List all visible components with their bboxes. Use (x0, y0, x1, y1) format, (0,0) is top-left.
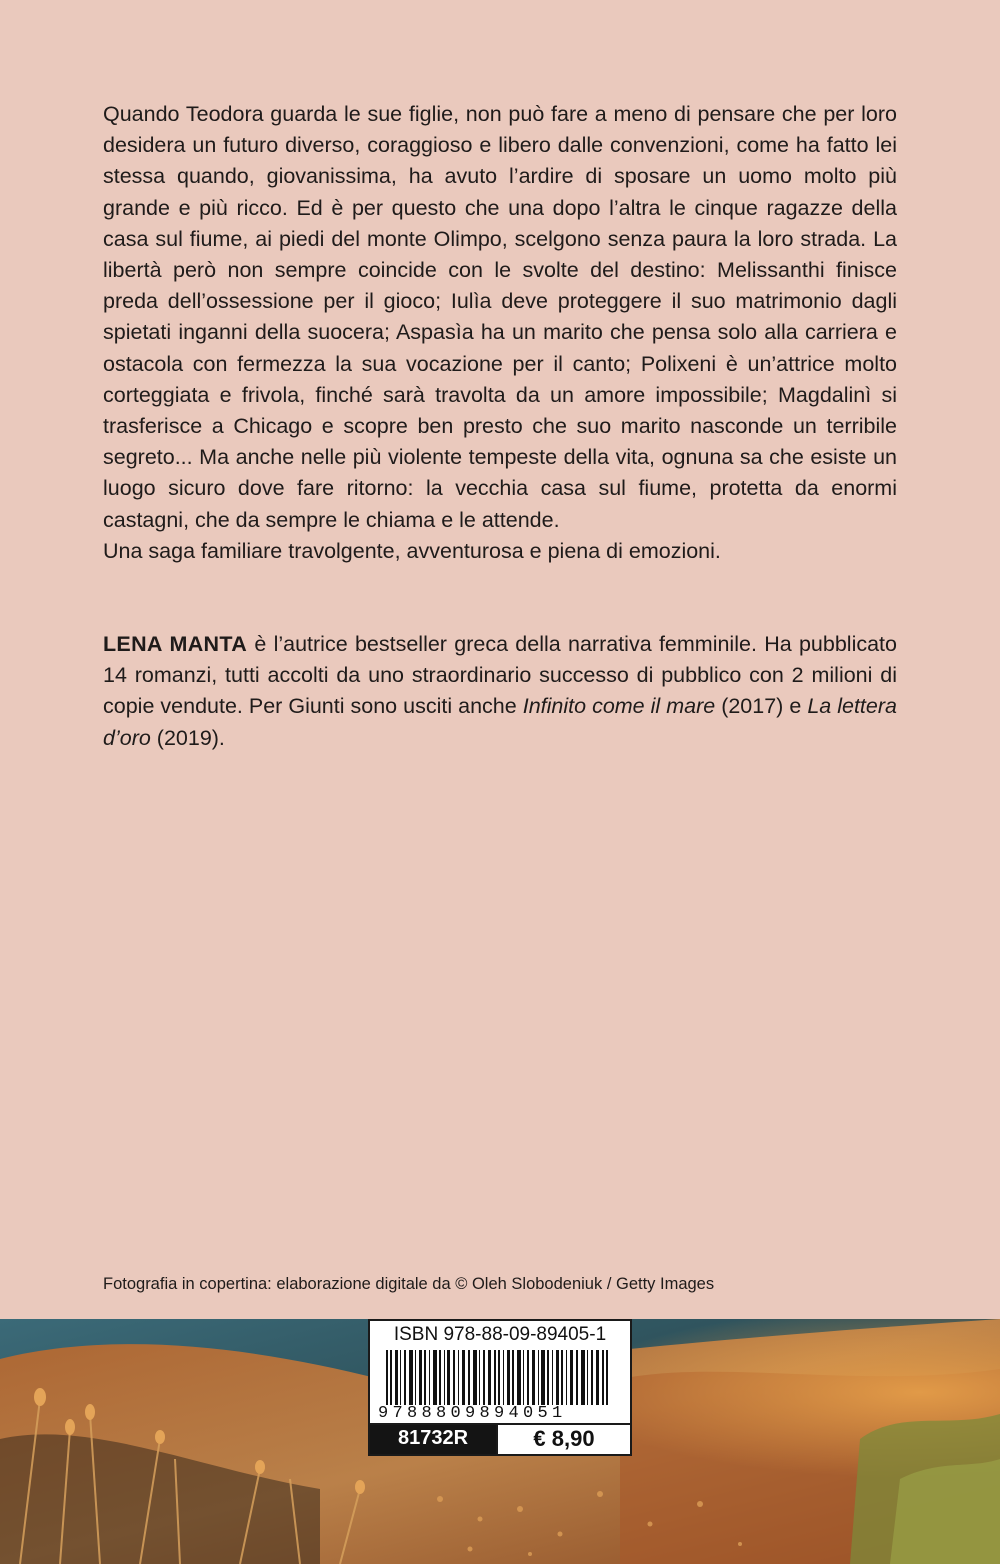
author-name: LENA MANTA (103, 632, 248, 656)
isbn-label: ISBN 978-88-09-89405-1 (393, 1324, 607, 1345)
author-bio-text-1: è l’autrice bestseller greca della narrativa femminile. Ha pubblicato 14 romanzi, tutti accolti da uno straordinario successo di pubblico con 2 milioni di copie vendute. Per Giunti sono usciti anche (103, 632, 897, 719)
blurb-tagline: Una saga familiare travolgente, avventurosa e piena di emozioni. (103, 538, 721, 563)
author-bio-text-2: (2017) e (715, 694, 808, 719)
barcode-label (368, 1319, 632, 1456)
book-title-2: La lettera d’oro (103, 694, 897, 750)
barcode-footer (370, 1423, 630, 1454)
barcode-digits: 9788809894051 (378, 1405, 622, 1423)
author-bio (103, 629, 897, 754)
book-title-1: Infinito come il mare (522, 694, 716, 719)
product-code: 81732R (370, 1425, 496, 1454)
blurb-paragraph: Quando Teodora guarda le sue figlie, non può fare a meno di pensare che per loro desidera un futuro diverso, coraggioso e libero dalle convenzioni, come ha fatto lei stessa quando, giovanissima, ha avuto l’ardire di sposare un uomo molto più grande e più ricco. Ed è per questo che una dopo l’altra le cinque ragazze della casa sul fiume, ai piedi del monte Olimpo, scelgono senza paura la loro strada. La libertà però non sempre coincide con le svolte del destino: Melissanthi finisce preda dell’ossessione per il gioco; Iulìa deve proteggere il suo matrimonio dagli spietati inganni della suocera; Aspasìa ha un marito che pensa solo alla carriera e ostacola con fermezza la sua vocazione per il canto; Polixeni è un’attrice molto corteggiata e frivola, finché sarà travolta da un amore impossibile; Magdalinì si trasferisce a Chicago e scopre ben presto che suo marito nasconde un terribile segreto... Ma anche nelle più violente tempeste della vita, ognuna sa che esiste un luogo sicuro dove fare ritorno: la vecchia casa sul fiume, protetta da enormi castagni, che da sempre le chiama e le attende. (103, 102, 897, 532)
price: € 8,90 (496, 1425, 630, 1454)
photo-credit: Fotografia in copertina: elaborazione digitale da © Oleh Slobodeniuk / Getty Images (103, 1275, 715, 1293)
author-bio-text-3: (2019). (150, 725, 225, 750)
blurb-text (103, 99, 897, 567)
